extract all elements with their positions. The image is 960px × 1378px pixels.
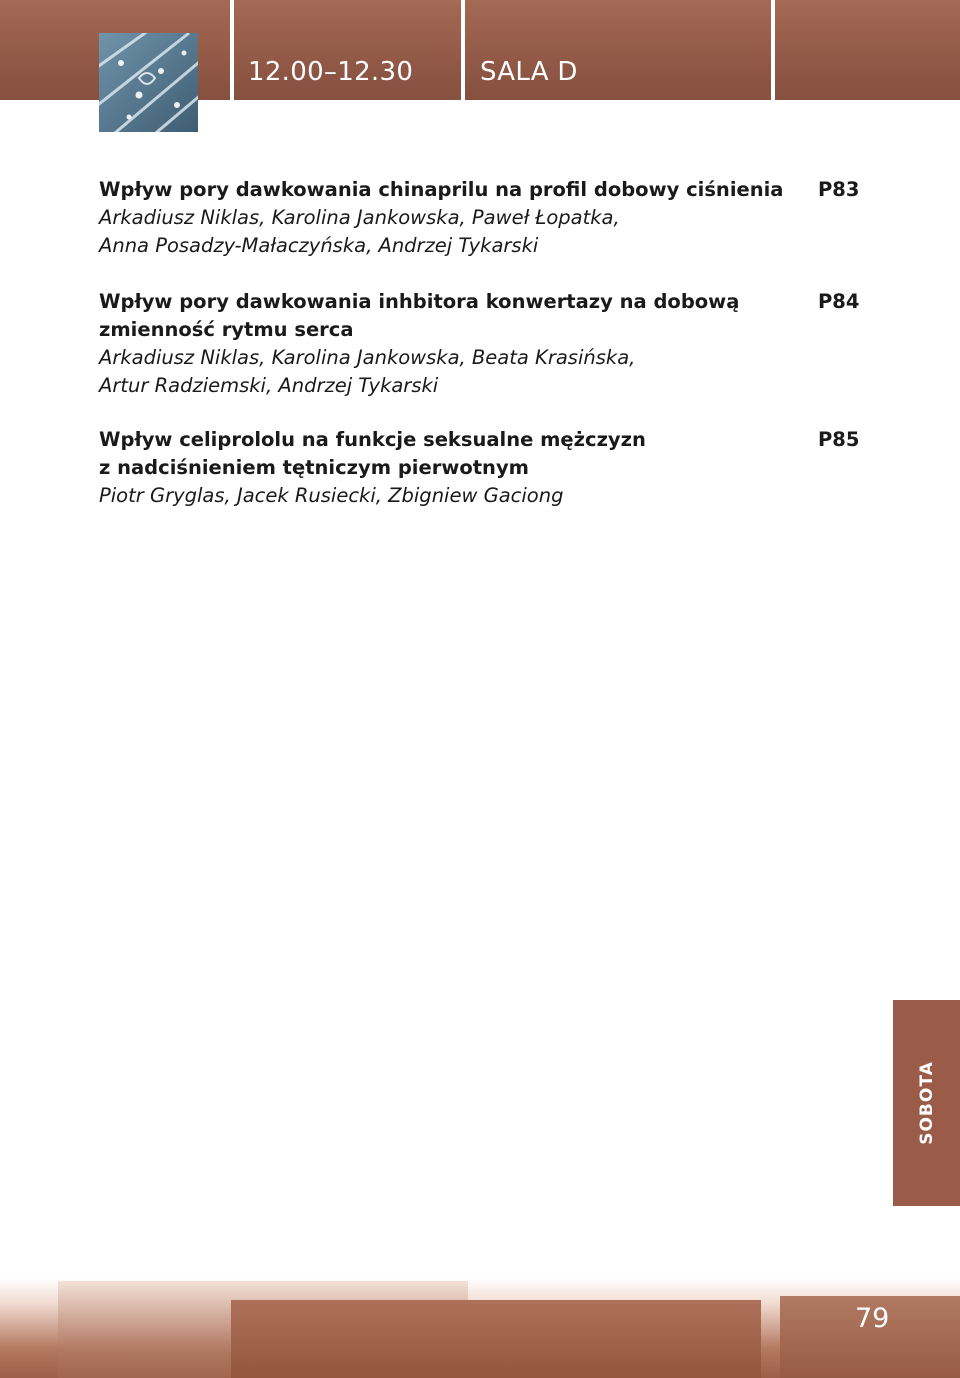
footer-band bbox=[231, 1300, 761, 1378]
entry-authors: Arkadiusz Niklas, Karolina Jankowska, Paweł Łopatka, Anna Posadzy-Małaczyńska, Andrzej Tykarski bbox=[99, 206, 620, 257]
header-divider bbox=[771, 0, 775, 100]
session-room: SALA D bbox=[480, 57, 578, 87]
day-tab-label: SOBOTA bbox=[916, 1061, 937, 1145]
entry-code: P83 bbox=[818, 178, 860, 201]
entry-title: Wpływ celiprololu na funkcje seksualne mężczyzn z nadciśnieniem tętniczym pierwotnym bbox=[99, 428, 646, 479]
program-entry bbox=[99, 288, 799, 400]
entry-authors: Arkadiusz Niklas, Karolina Jankowska, Beata Krasińska, Artur Radziemski, Andrzej Tykarski bbox=[99, 346, 636, 397]
header-divider bbox=[230, 0, 234, 100]
program-entry bbox=[99, 176, 799, 260]
entry-title: Wpływ pory dawkowania chinaprilu na profil dobowy ciśnienia bbox=[99, 178, 784, 201]
program-entry bbox=[99, 426, 799, 510]
header-divider bbox=[461, 0, 465, 100]
session-time: 12.00–12.30 bbox=[248, 57, 414, 87]
entry-authors: Piotr Gryglas, Jacek Rusiecki, Zbigniew Gaciong bbox=[99, 484, 564, 507]
entry-code: P85 bbox=[818, 428, 860, 451]
day-tab bbox=[893, 1000, 960, 1206]
entry-title: Wpływ pory dawkowania inhbitora konwertazy na dobową zmienność rytmu serca bbox=[99, 290, 740, 341]
logo-image bbox=[99, 33, 198, 132]
entry-code: P84 bbox=[818, 290, 860, 313]
page-number: 79 bbox=[855, 1303, 890, 1334]
